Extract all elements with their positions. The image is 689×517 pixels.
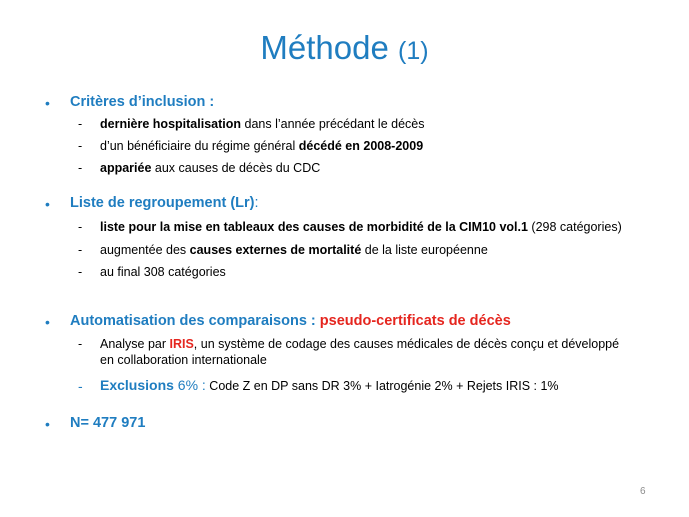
bullet-icon: • <box>45 416 50 432</box>
heading-text: Automatisation des comparaisons : <box>70 313 320 329</box>
item-text: Analyse par <box>100 337 170 351</box>
item-text: d’un bénéficiaire du régime général <box>100 139 299 153</box>
automatisation-item-1 <box>100 336 619 353</box>
regroupement-item-1 <box>100 219 622 236</box>
exclusions-label: Exclusions <box>100 377 174 393</box>
dash-icon: - <box>78 220 83 234</box>
bullet-icon: • <box>45 314 50 330</box>
dash-icon: - <box>78 265 83 279</box>
heading-highlight: pseudo-certificats de décès <box>319 313 511 329</box>
item-text: aux causes de décès du CDC <box>151 161 321 175</box>
item-highlight: IRIS <box>169 337 194 351</box>
heading-suffix: : <box>254 195 259 211</box>
dash-icon: - <box>78 243 83 257</box>
bullet-icon: • <box>45 95 50 111</box>
item-strong: dernière hospitalisation <box>100 117 242 131</box>
title-number: (1) <box>398 37 429 65</box>
section-heading-regroupement <box>70 194 259 212</box>
inclusion-item-1 <box>100 116 424 133</box>
item-text: au final 308 catégories <box>100 265 226 279</box>
inclusion-item-3 <box>100 160 320 177</box>
page-number: 6 <box>640 486 646 497</box>
inclusion-item-2 <box>100 138 423 155</box>
section-heading-inclusion: Critères d’inclusion : <box>70 94 215 110</box>
item-text: augmentée des <box>100 243 190 257</box>
automatisation-item-1-line2: en collaboration internationale <box>100 353 267 367</box>
exclusions-detail: Code Z en DP sans DR 3% + Iatrogénie 2% + Rejets IRIS : 1% <box>205 379 559 393</box>
dash-icon: - <box>78 161 83 175</box>
slide-title <box>0 26 689 73</box>
regroupement-item-3 <box>100 264 226 281</box>
dash-icon: - <box>78 139 83 153</box>
exclusions-percent: 6% : <box>173 377 206 393</box>
dash-icon: - <box>78 378 83 394</box>
section-heading-total: N= 477 971 <box>70 415 146 431</box>
dash-icon: - <box>78 117 83 131</box>
heading-text: Liste de regroupement (Lr) <box>70 195 255 211</box>
title-text: Méthode <box>260 29 389 66</box>
item-text: dans l’année précédant le décès <box>241 117 425 131</box>
item-text: (298 catégories) <box>527 220 622 234</box>
item-strong: causes externes de mortalité <box>189 243 362 257</box>
item-strong: appariée <box>100 161 152 175</box>
regroupement-item-2 <box>100 242 488 259</box>
item-strong: décédé en 2008-2009 <box>298 139 424 153</box>
section-heading-automatisation <box>70 312 511 330</box>
bullet-icon: • <box>45 196 50 212</box>
exclusions-item <box>100 377 559 395</box>
item-text: , un système de codage des causes médicales de décès conçu et développé <box>193 337 620 351</box>
item-text: de la liste européenne <box>361 243 488 257</box>
item-strong: liste pour la mise en tableaux des causes de morbidité de la CIM10 vol.1 <box>100 220 528 234</box>
dash-icon: - <box>78 337 83 351</box>
